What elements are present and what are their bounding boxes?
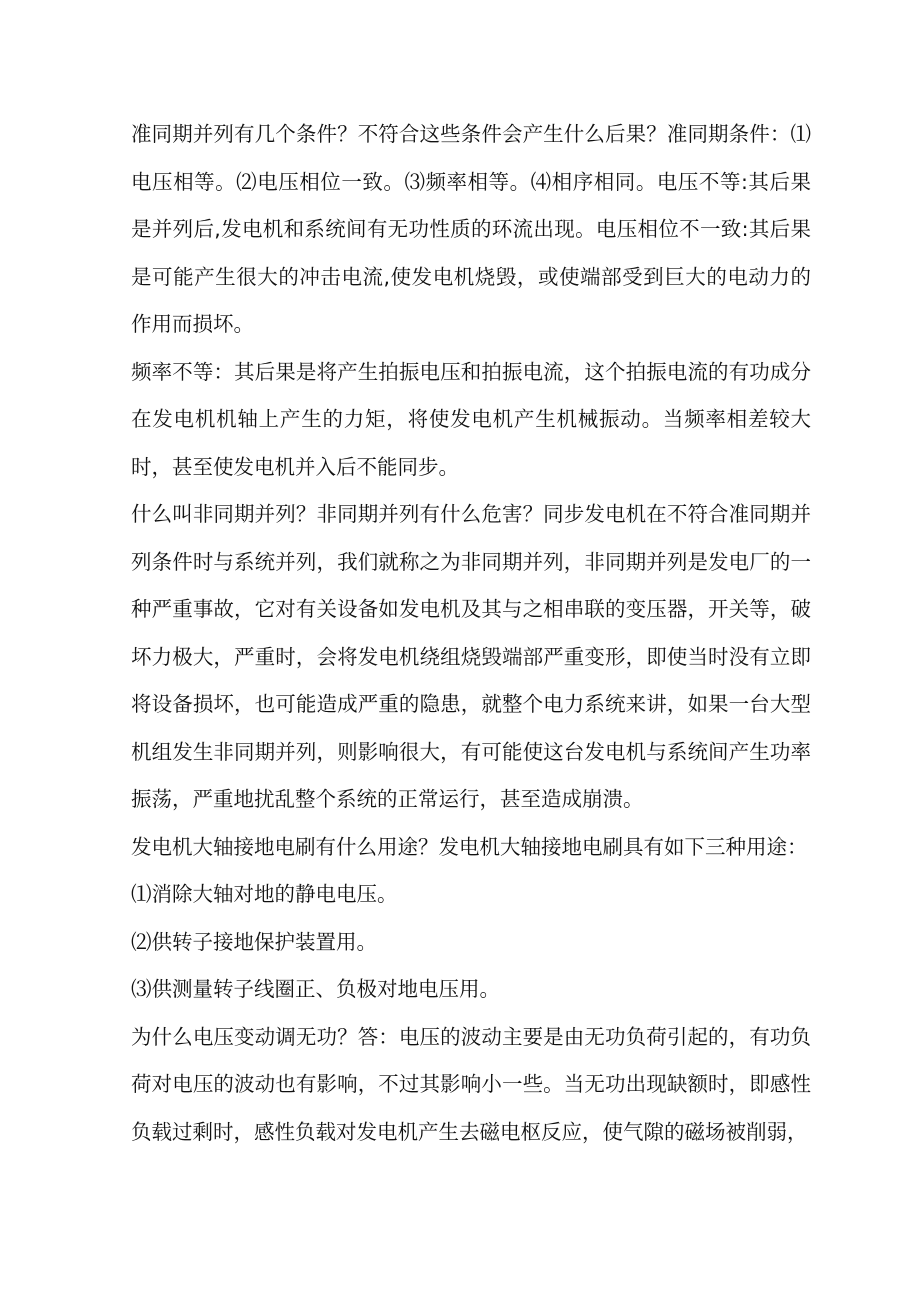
document-body bbox=[131, 111, 811, 1156]
paragraph-shaft-brush-question: 发电机大轴接地电刷有什么用途？发电机大轴接地电刷具有如下三种用途： bbox=[131, 834, 808, 859]
paragraph-frequency-mismatch: 频率不等：其后果是将产生拍振电压和拍振电流，这个拍振电流的有功成分在发电机机轴上产生的力矩，将使发电机产生机械振动。当频率相差较大时，甚至使发电机并入后不能同步。 bbox=[131, 359, 811, 479]
list-item-shaft-brush-use-3: ⑶供测量转子线圈正、负极对地电压用。 bbox=[131, 977, 500, 1001]
paragraph-non-sync-paralleling: 什么叫非同期并列？非同期并列有什么危害？同步发电机在不符合准同期并列条件时与系统并列，我们就称之为非同期并列，非同期并列是发电厂的一种严重事故，它对有关设备如发电机及其与之相串联的变压器，开关等，破坏力极大，严重时，会将发电机绕组烧毁端部严重变形，即使当时没有立即将设备损坏，也可能造成严重的隐患，就整个电力系统来讲，如果一台大型机组发生非同期并列，则影响很大，有可能使这台发电机与系统间产生功率振荡，严重地扰乱整个系统的正常运行，甚至造成崩溃。 bbox=[131, 502, 811, 811]
list-item-shaft-brush-use-2: ⑵供转子接地保护装置用。 bbox=[131, 929, 377, 954]
paragraph-sync-conditions: 准同期并列有几个条件？不符合这些条件会产生什么后果？准同期条件：⑴电压相等。⑵电压相位一致。⑶频率相等。⑷相序相同。电压不等:其后果是并列后,发电机和系统间有无功性质的环流出现。电压相位不一致:其后果是可能产生很大的冲击电流,使发电机烧毁，或使端部受到巨大的电动力的作用而损坏。 bbox=[131, 122, 811, 336]
paragraph-voltage-reactive-power: 为什么电压变动调无功？答：电压的波动主要是由无功负荷引起的，有功负荷对电压的波动也有影响，不过其影响小一些。当无功出现缺额时，即感性负载过剩时，感性负载对发电机产生去磁电枢反应，使气隙的磁场被削弱， bbox=[131, 1024, 811, 1144]
list-item-shaft-brush-use-1: ⑴消除大轴对地的静电电压。 bbox=[131, 882, 398, 906]
